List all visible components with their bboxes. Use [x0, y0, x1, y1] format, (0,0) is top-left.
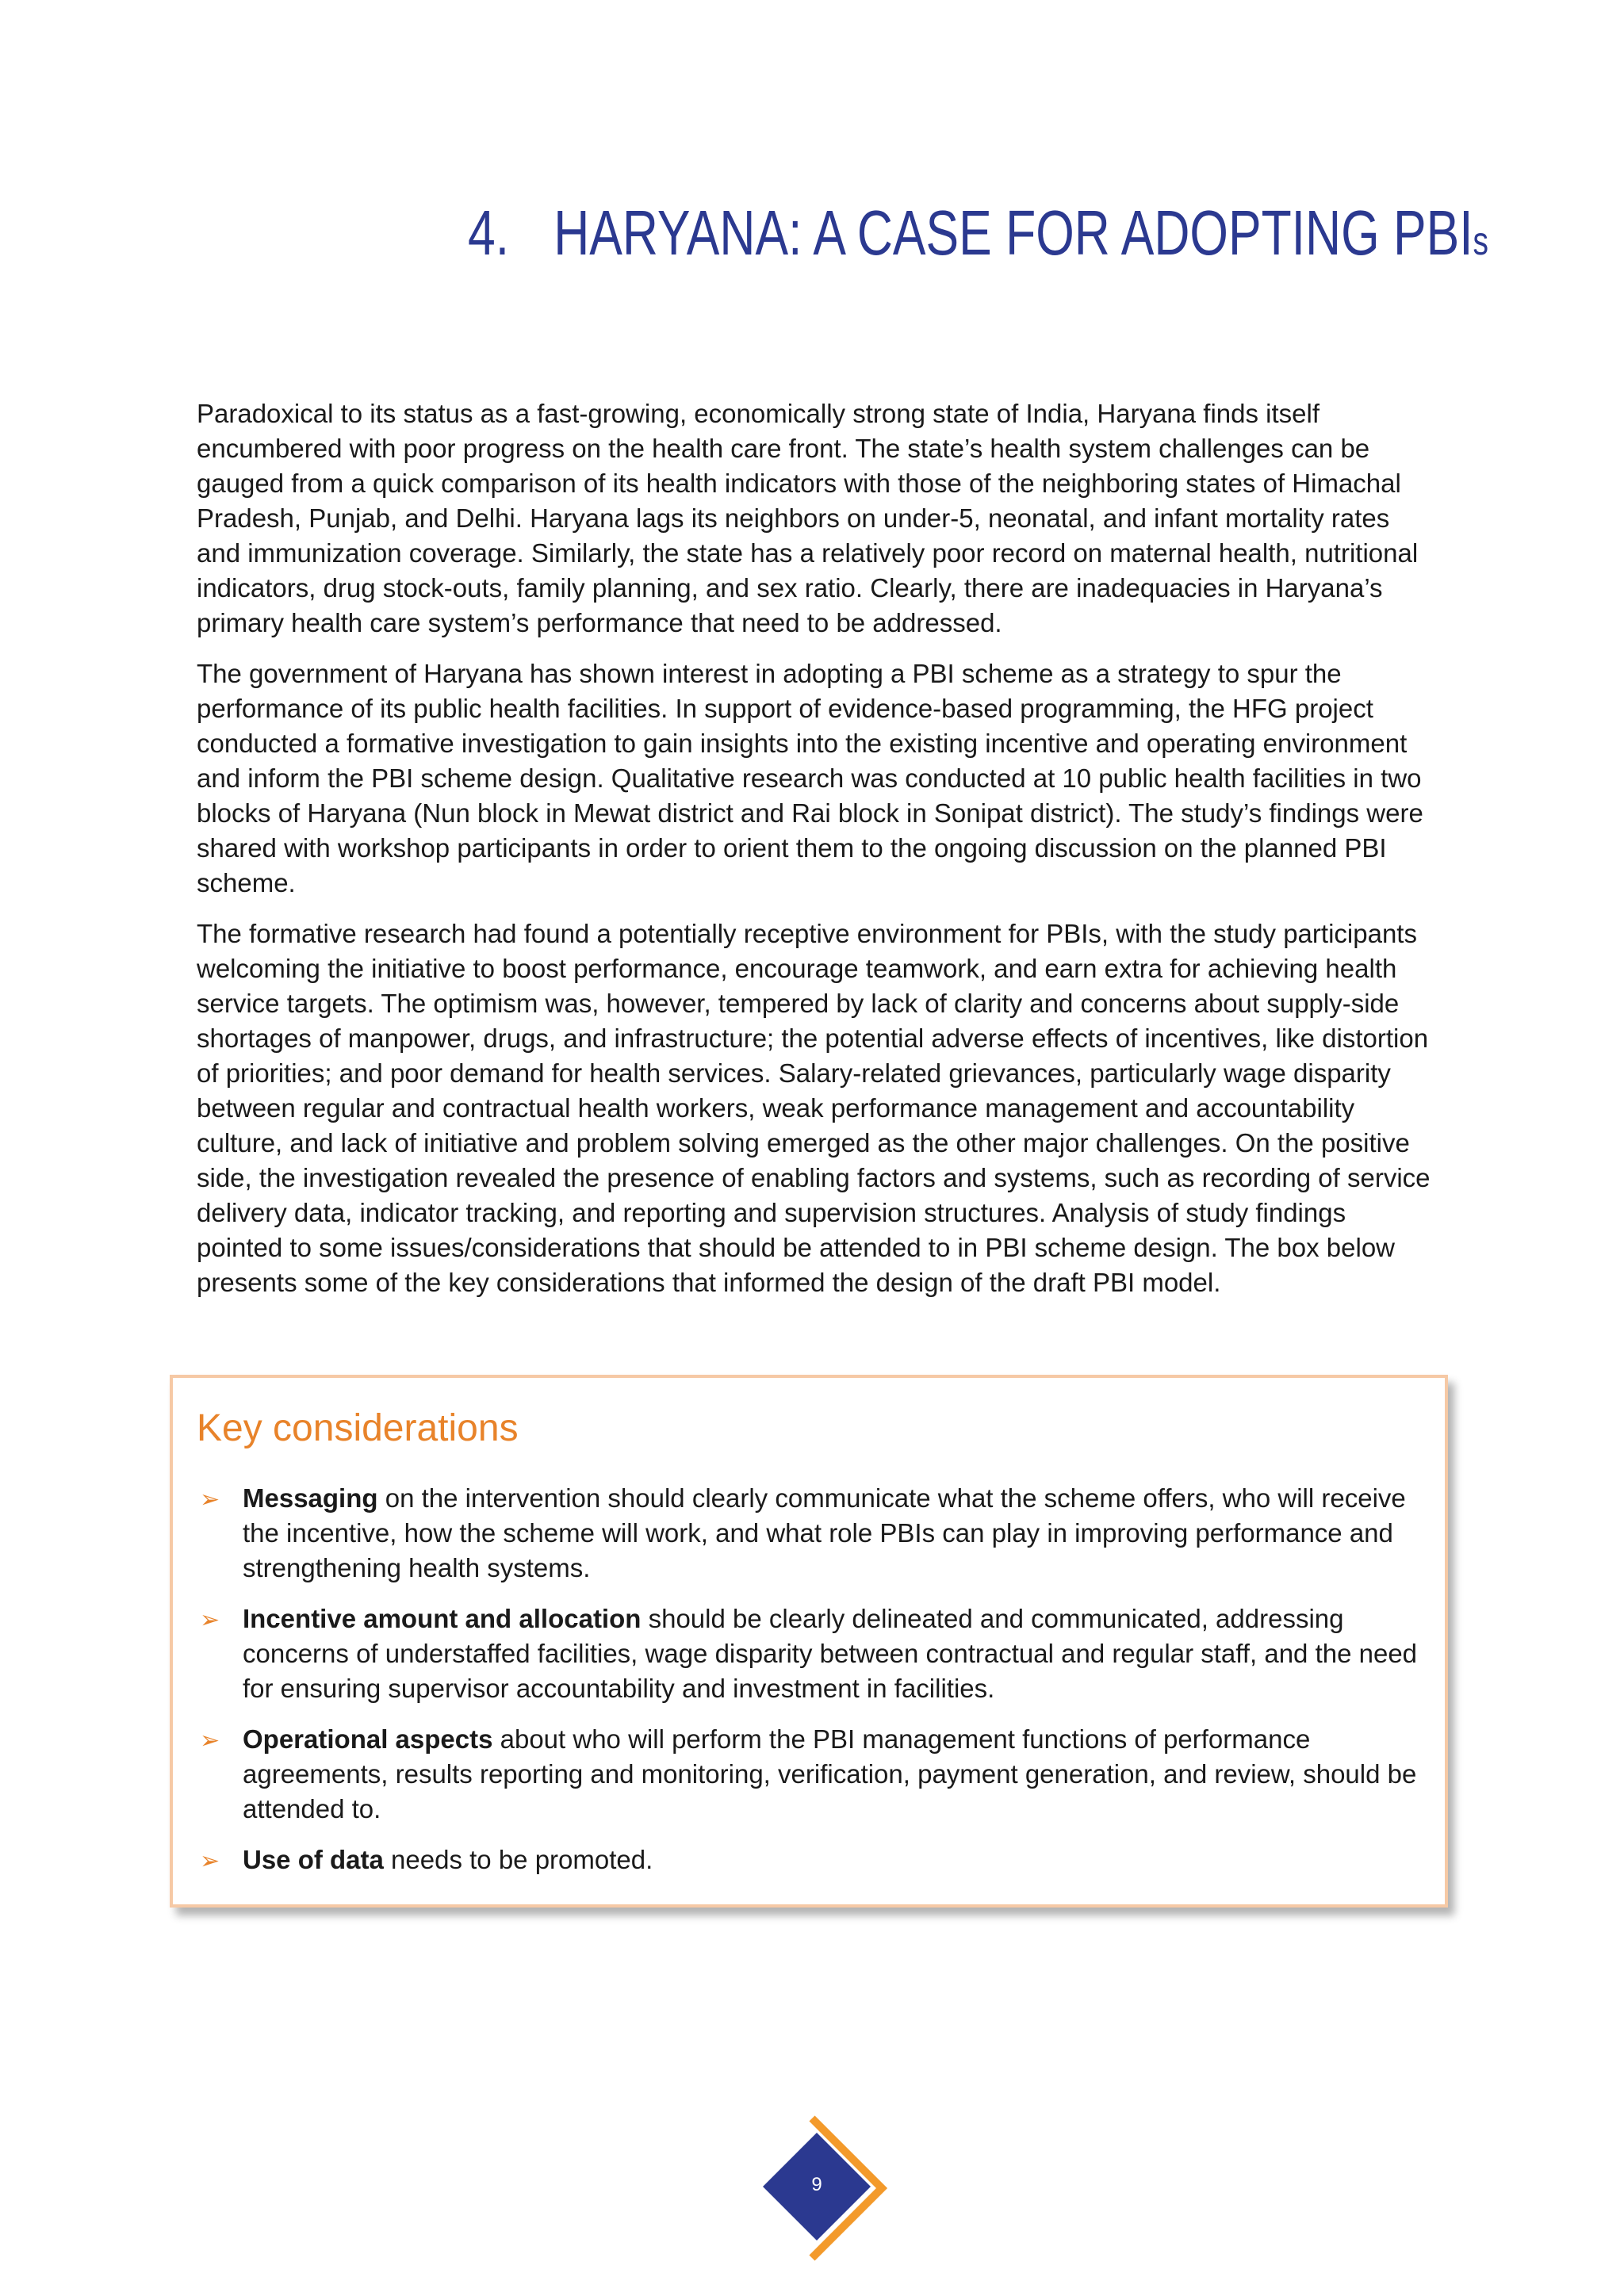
list-item [197, 1601, 1434, 1706]
list-item-text: needs to be promoted. [383, 1845, 653, 1874]
list-item [197, 1843, 1434, 1877]
arrow-bullet-icon: ➢ [200, 1727, 220, 1755]
paragraph-government-interest: The government of Haryana has shown interest in adopting a PBI scheme as a strategy to spur the performance of its public health facilities. In support of evidence-based programming, the HFG project conducted a formative investigation to gain insights into the existing incentive and operating environment and inform the PBI scheme design. Qualitative research was conducted at 10 public health facilities in two blocks of Haryana (Nun block in Mewat district and Rai block in Sonipat district). The study’s findings were shared with workshop participants in order to orient them to the ongoing discussion on the planned PBI scheme. [197, 659, 1423, 897]
list-item-heading: Operational aspects [243, 1724, 493, 1754]
list-item-heading: Incentive amount and allocation [243, 1604, 642, 1633]
key-considerations-list [197, 1481, 1434, 1893]
list-item-text: on the intervention should clearly communicate what the scheme offers, who will receive the incentive, how the scheme will work, and what role PBIs can play in improving performance and strengthening health systems. [243, 1483, 1406, 1582]
list-item-heading: Use of data [243, 1845, 384, 1874]
chapter-number: 4. [468, 197, 510, 268]
arrow-bullet-icon: ➢ [200, 1847, 220, 1875]
paragraph-formative-research: The formative research had found a potentially receptive environment for PBIs, with the study participants welcoming the initiative to boost performance, encourage teamwork, and earn extra for achieving health service targets. The optimism was, however, tempered by lack of clarity and concerns about supply-side shortages of manpower, drugs, and infrastructure; the potential adverse effects of incentives, like distortion of priorities; and poor demand for health services. Salary-related grievances, particularly wage disparity between regular and contractual health workers, weak performance management and accountability culture, and lack of initiative and problem solving emerged as the other major challenges. On the positive side, the investigation revealed the presence of enabling factors and systems, such as recording of service delivery data, indicator tracking, and reporting and supervision structures. Analysis of study findings pointed to some issues/considerations that should be attended to in PBI scheme design. The box below presents some of the key considerations that informed the design of the draft PBI model. [197, 919, 1431, 1297]
key-considerations-title: Key considerations [197, 1407, 519, 1449]
list-item-text: should be clearly delineated and communicated, addressing concerns of understaffed facilities, wage disparity between contractual and regular staff, and the need for ensuring supervisor accountability and investment in facilities. [243, 1604, 1418, 1703]
list-item-text: about who will perform the PBI management functions of performance agreements, results reporting and monitoring, verification, payment generation, and review, should be attended to. [243, 1724, 1417, 1823]
chapter-title-suffix: s [1473, 219, 1489, 263]
chapter-title [468, 197, 1489, 270]
paragraph-intro: Paradoxical to its status as a fast-growing, economically strong state of India, Haryana finds itself encumbered with poor progress on the health care front. The state’s health system challenges can be gauged from a quick comparison of its health indicators with those of the neighboring states of Himachal Pradesh, Punjab, and Delhi. Haryana lags its neighbors on under-5, neonatal, and infant mortality rates and immunization coverage. Similarly, the state has a relatively poor record on maternal health, nutritional indicators, drug stock-outs, family planning, and sex ratio. Clearly, there are inadequacies in Haryana’s primary health care system’s performance that need to be addressed. [197, 399, 1419, 637]
list-item [197, 1481, 1434, 1586]
body-text [197, 396, 1434, 1316]
list-item [197, 1722, 1434, 1827]
page-number-badge [755, 2112, 890, 2263]
arrow-bullet-icon: ➢ [200, 1606, 220, 1634]
chapter-title-text: HARYANA: A CASE FOR ADOPTING PBI [553, 197, 1473, 268]
page-number: 9 [811, 2174, 822, 2195]
key-considerations-box [170, 1375, 1448, 1908]
list-item-heading: Messaging [243, 1483, 378, 1513]
arrow-bullet-icon: ➢ [200, 1486, 220, 1513]
